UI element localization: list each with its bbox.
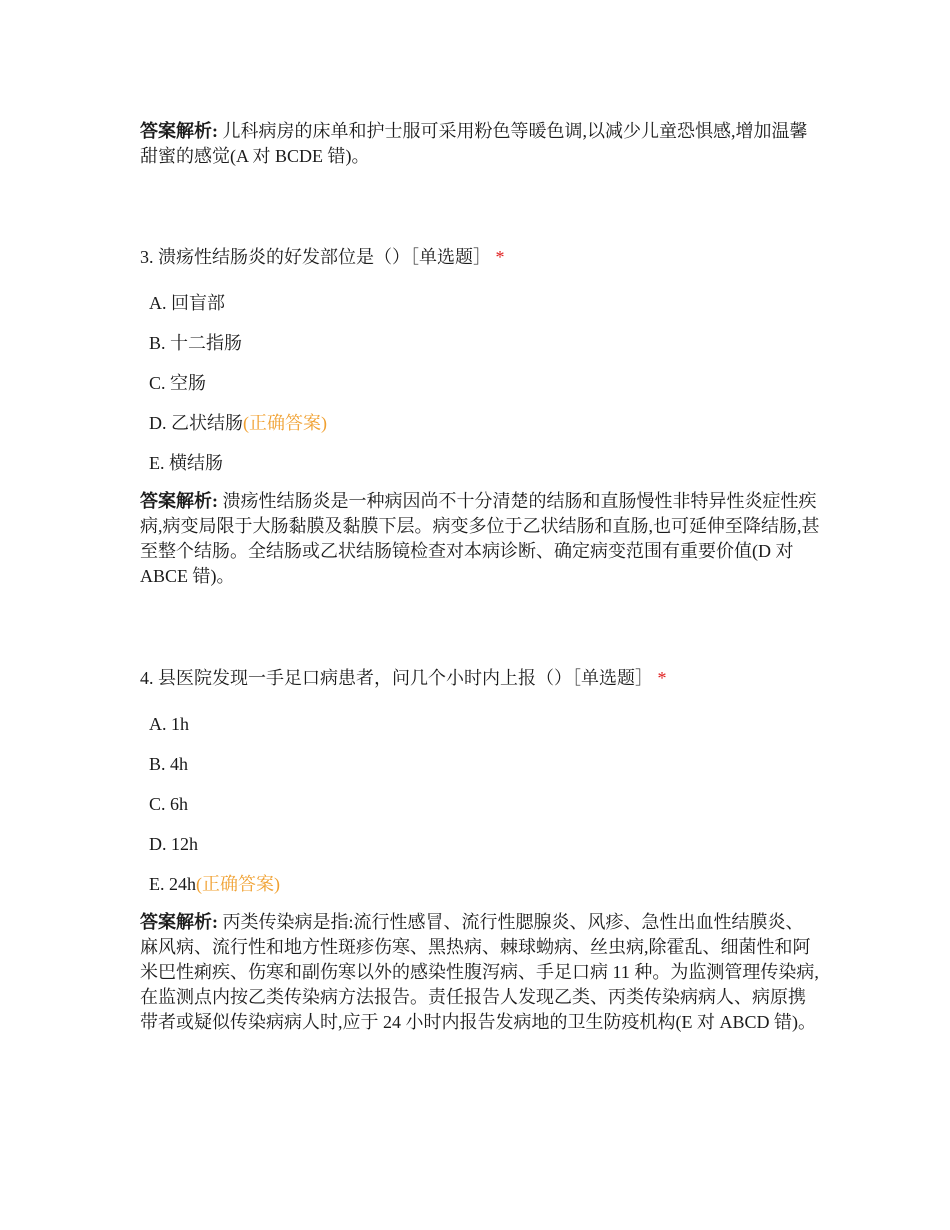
option-d [149, 411, 820, 436]
question-title [140, 245, 820, 270]
option-c [149, 371, 820, 396]
option-text: A. 回盲部 [149, 293, 225, 313]
q3-analysis [140, 489, 820, 589]
option-b [149, 752, 820, 777]
question-3 [140, 245, 820, 589]
analysis-text: 儿科病房的床单和护士服可采用粉色等暖色调,以减少儿童恐惧感,增加温馨甜蜜的感觉(A 对 BCDE 错)。 [140, 121, 808, 166]
q4-analysis [140, 910, 820, 1035]
option-list [140, 712, 820, 897]
option-b [149, 331, 820, 356]
option-text: C. 6h [149, 794, 189, 814]
required-mark: * [495, 247, 505, 267]
option-d [149, 832, 820, 857]
option-a [149, 291, 820, 316]
option-text: E. 24h [149, 874, 196, 894]
question-text: 4. 县医院发现一手足口病患者，问几个小时内上报（）［单选题］ [140, 668, 653, 688]
option-text: C. 空肠 [149, 373, 207, 393]
option-text: B. 4h [149, 754, 189, 774]
analysis-label: 答案解析: [140, 912, 218, 932]
analysis-label: 答案解析: [140, 491, 218, 511]
option-e [149, 872, 820, 897]
option-text: D. 乙状结肠 [149, 413, 243, 433]
question-4 [140, 666, 820, 1035]
question-text: 3. 溃疡性结肠炎的好发部位是（）［单选题］ [140, 247, 491, 267]
q2-analysis [140, 119, 820, 169]
option-e [149, 451, 820, 476]
required-mark: * [657, 668, 667, 688]
correct-answer-tag: (正确答案) [196, 874, 280, 894]
analysis-text: 溃疡性结肠炎是一种病因尚不十分清楚的结肠和直肠慢性非特异性炎症性疾病,病变局限于大肠黏膜及黏膜下层。病变多位于乙状结肠和直肠,也可延伸至降结肠,甚至整个结肠。全结肠或乙状结肠镜检查对本病诊断、确定病变范围有重要价值(D 对 ABCE 错)。 [140, 491, 820, 586]
question-title [140, 666, 820, 691]
option-c [149, 792, 820, 817]
option-text: D. 12h [149, 834, 198, 854]
option-text: E. 横结肠 [149, 453, 223, 473]
analysis-label: 答案解析: [140, 121, 218, 141]
correct-answer-tag: (正确答案) [243, 413, 327, 433]
option-text: A. 1h [149, 714, 189, 734]
option-list [140, 291, 820, 476]
q2-analysis-block [140, 119, 820, 169]
option-text: B. 十二指肠 [149, 333, 243, 353]
analysis-text: 丙类传染病是指:流行性感冒、流行性腮腺炎、风疹、急性出血性结膜炎、麻风病、流行性和地方性斑疹伤寒、黑热病、棘球蚴病、丝虫病,除霍乱、细菌性和阿米巴性痢疾、伤寒和副伤寒以外的感染性腹泻病、手足口病 11 种。为监测管理传染病,在监测点内按乙类传染病方法报告。责任报告人发现乙类、丙类传染病病人、病原携带者或疑似传染病病人时,应于 24 小时内报告发病地的卫生防疫机构(E 对 ABCD 错)。 [140, 912, 819, 1032]
option-a [149, 712, 820, 737]
